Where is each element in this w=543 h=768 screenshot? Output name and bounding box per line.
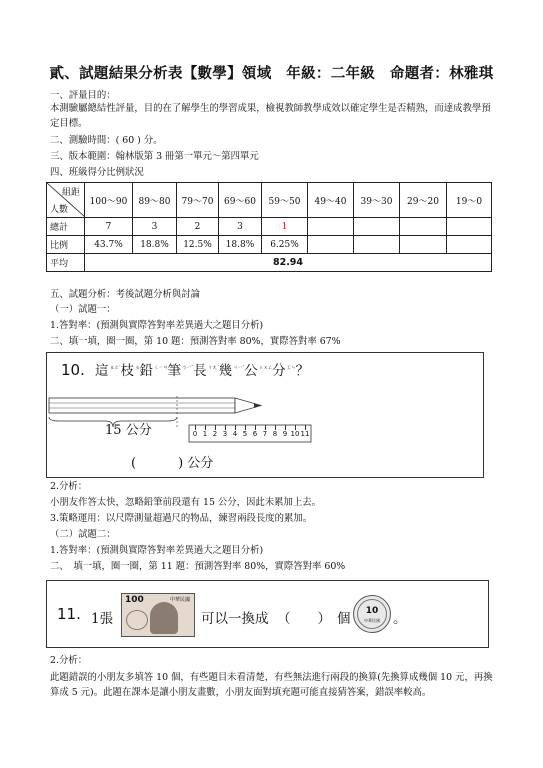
corner-cell	[47, 183, 85, 218]
coin-value: 10	[365, 606, 379, 616]
table-row	[47, 236, 492, 254]
answer-paren: （ ）	[277, 611, 331, 627]
total-cell: 7	[85, 218, 133, 236]
range-header: 100～90	[85, 183, 133, 218]
range-header: 59～50	[262, 183, 308, 218]
ruler-tick-label: 1	[202, 430, 208, 438]
stem-char: 分	[272, 363, 286, 379]
ruler-tick-label: 9	[282, 430, 288, 438]
total-cell	[447, 218, 492, 236]
zhuyin: ㄐㄧˇ	[233, 365, 245, 371]
average-label: 平均	[47, 254, 85, 272]
stem-char: 這	[95, 363, 109, 379]
corner-top-label: 組距	[61, 188, 80, 198]
ruler-tick-label: 2	[212, 430, 218, 438]
ruler-scale	[189, 425, 311, 442]
total-label: 總計	[47, 218, 85, 236]
ruler-tick-label: 11	[300, 430, 310, 438]
purpose-paragraph: 本測驗屬總結性評量，目的在了解學生的學習成果，檢視教師教學成效以確定學生是否精熟，而達成教學預定目標。	[50, 103, 491, 129]
ratio-cell	[354, 236, 400, 254]
total-cell: 3	[133, 218, 177, 236]
ratio-cell: 6.25%	[262, 236, 308, 254]
answer-unit: 公分	[187, 456, 214, 471]
answer-blank	[131, 452, 213, 471]
range-header: 69～60	[219, 183, 262, 218]
unit-ge: 個	[337, 611, 351, 627]
one-sheet-label: 1張	[91, 611, 114, 627]
ruler-tick-label: 3	[222, 430, 228, 438]
answer-close: )	[178, 456, 184, 471]
ruler-tick-label: 4	[232, 430, 238, 438]
coin-text: 中華民國	[364, 618, 380, 623]
total-cell: 3	[219, 218, 262, 236]
section-item-analysis: 五、試題分析：考後試題分析與討論	[50, 289, 201, 300]
item1-strategy: 3.策略運用：以尺際測量超過尺的物品，練習兩段長度的累加。	[50, 513, 313, 524]
item1-heading: （一）試題一：	[50, 304, 116, 315]
zhuyin: ㄈㄣ	[286, 365, 296, 371]
average-value: 82.94	[85, 254, 492, 272]
ratio-cell: 43.7%	[85, 236, 133, 254]
stem-char: 幾	[218, 363, 233, 379]
zhuyin: ㄓ	[135, 365, 140, 371]
table-row	[47, 254, 492, 272]
ratio-cell	[308, 236, 354, 254]
banknote-value: 100	[125, 595, 144, 605]
question-11-box	[46, 580, 489, 648]
item2-info: 二、 填一填，圈一圈，第 11 題：預測答對率 80%，實際答對率 60%	[50, 561, 346, 572]
zhuyin: ㄔㄤˊ	[207, 365, 219, 371]
corner-bottom-label: 人數	[50, 205, 69, 215]
item2-analysis: 此題錯誤的小朋友多填答 10 個，有些題目未看清楚，有些無法進行兩段的換算(先換算成幾個 10 元，再換算成 5 元)。此題在課本是讓小朋友畫數，小朋友面對填充題可能直接猜答案，錯誤率較高。	[50, 672, 493, 698]
section-time: 二、測驗時間：( 60 ) 分。	[50, 135, 163, 146]
ratio-cell	[447, 236, 492, 254]
section-distribution: 四、班級得分比例狀況	[50, 167, 144, 178]
ruler-tick-label: 8	[272, 430, 278, 438]
measure-label	[105, 419, 152, 438]
total-cell	[354, 218, 400, 236]
range-header: 89～80	[133, 183, 177, 218]
measure-number: 15	[105, 423, 122, 438]
item1-rate-note: 1.答對率：(預測與實際答對率差異過大之題目分析)	[50, 320, 264, 331]
item1-analysis-heading: 2.分析：	[50, 481, 88, 492]
table-row	[47, 218, 492, 236]
total-cell: 1	[262, 218, 308, 236]
ratio-cell: 18.8%	[219, 236, 262, 254]
answer-open: (	[131, 456, 137, 471]
item2-analysis-heading: 2.分析：	[50, 655, 88, 666]
stem-char: 公	[244, 363, 258, 379]
range-header: 39～30	[354, 183, 400, 218]
ratio-cell: 18.8%	[133, 236, 177, 254]
ratio-cell: 12.5%	[177, 236, 219, 254]
range-header: 49～40	[308, 183, 354, 218]
section-purpose-heading: 一、評量目的：	[50, 90, 116, 101]
zhuyin: ㄓㄜˋ	[109, 365, 121, 371]
period: 。	[393, 611, 407, 627]
range-header: 29～20	[400, 183, 447, 218]
ruler-tick-label: 5	[242, 430, 248, 438]
zhuyin: ㄍㄨㄥ	[258, 365, 273, 371]
measure-unit: 公分	[125, 423, 152, 438]
ruler-tick-label: 10	[290, 430, 300, 438]
item2-rate-note: 1.答對率：(預測與實際答對率差異過大之題目分析)	[50, 545, 264, 556]
question-number: 10.	[61, 361, 85, 379]
stem-char: 鉛	[139, 363, 154, 379]
item1-analysis: 小朋友作答太快，忽略鉛筆前段還有 15 公分，因此未累加上去。	[50, 497, 322, 508]
banknote-100-icon	[121, 593, 195, 637]
item1-info: 二、填一填，圈一圈，第 10 題：預測答對率 80%，實際答對率 67%	[50, 336, 341, 347]
stem-char: 枝	[120, 363, 135, 379]
range-header: 19～0	[447, 183, 492, 218]
exchange-text: 可以一換成	[201, 611, 269, 627]
question-stem	[95, 359, 309, 379]
question-number: 11.	[57, 605, 81, 623]
total-cell	[308, 218, 354, 236]
total-cell	[400, 218, 447, 236]
range-header: 79～70	[177, 183, 219, 218]
section-scope: 三、版本範圍：翰林版第 3 冊第一單元～第四單元	[50, 151, 259, 162]
ruler-tick-label: 6	[252, 430, 258, 438]
coin-10-icon	[353, 595, 391, 633]
ratio-label: 比例	[47, 236, 85, 254]
stem-char: 長	[193, 363, 207, 379]
stem-char: 筆	[167, 363, 182, 379]
zhuyin: ㄑㄧㄢ	[154, 365, 168, 371]
portrait	[150, 602, 178, 634]
question-10-box	[46, 352, 484, 478]
item2-heading: （二）試題二：	[50, 529, 116, 540]
ratio-cell	[400, 236, 447, 254]
ruler-tick-label: 7	[262, 430, 268, 438]
page-title: 貳、試題結果分析表【數學】領域 年級：二年級 命題者：林雅琪	[49, 65, 494, 82]
total-cell: 2	[177, 218, 219, 236]
score-distribution-table	[46, 182, 492, 272]
ruler-tick-label: 0	[192, 430, 198, 438]
banknote-seal	[126, 610, 148, 630]
zhuyin: ㄅㄧˇ	[182, 365, 194, 371]
stem-char: ？	[295, 363, 310, 379]
banknote-text: 中華民國	[169, 597, 190, 603]
